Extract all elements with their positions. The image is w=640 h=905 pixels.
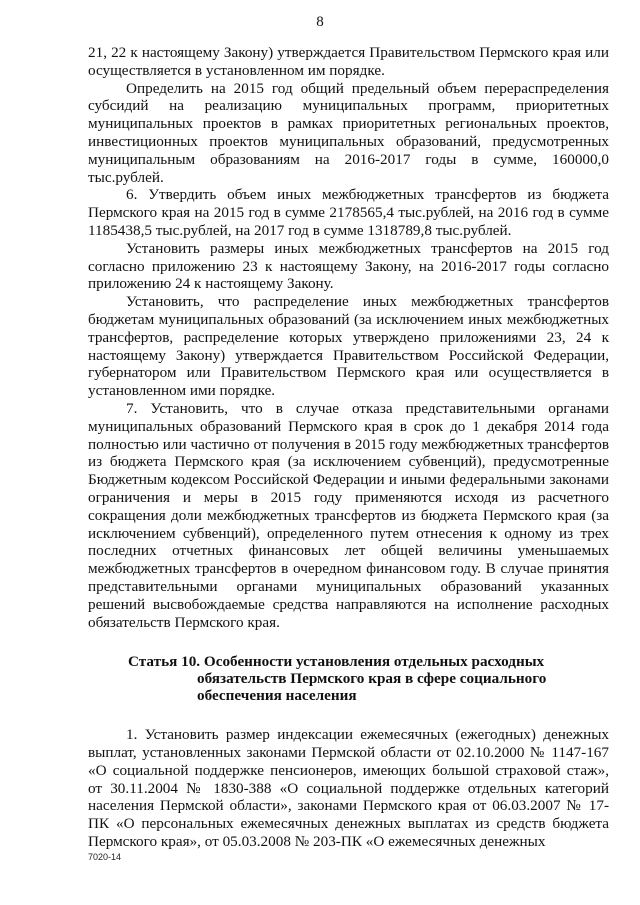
body-text: [88, 44, 609, 851]
article-title-line-1: Статья 10. Особенности установления отдельных расходных: [128, 653, 545, 671]
paragraph-continuation: 21, 22 к настоящему Закону) утверждается Правительством Пермского края или осуществляется в установленном им порядке.: [88, 44, 609, 79]
article-title-line-2: обязательств Пермского края в сфере социального: [197, 670, 547, 688]
paragraph-article-10-item-1: 1. Установить размер индексации ежемесячных (ежегодных) денежных выплат, установленных законами Пермской области от 02.10.2000 № 1147-167 «О социальной поддержке пенсионеров, имеющих большой страховой стаж», от 30.11.2004 № 1830-388 «О социальной поддержке отдельных категорий населения Пермской области», законами Пермского края от 06.03.2007 № 17-ПК «О персональных ежемесячных денежных выплатах из средств бюджета Пермского края», от 05.03.2008 № 203-ПК «О ежемесячных денежных: [88, 726, 609, 851]
paragraph-transfer-distribution: Установить, что распределение иных межбюджетных трансфертов бюджетам муниципальных образований (за исключением иных межбюджетных трансфертов, распределение которых утверждено приложениями 23, 24 к настоящему Закону) утверждается Правительством Российской Федерации, губернатором или Правительством Пермского края или осуществляется в установленном ими порядке.: [88, 293, 609, 400]
paragraph-item-7: 7. Установить, что в случае отказа представительными органами муниципальных образований Пермского края в срок до 1 декабря 2014 года полностью или частично от получения в 2015 году межбюджетных трансфертов из бюджета Пермского края (за исключением субвенций), предусмотренные Бюджетным кодексом Российской Федерации и иными федеральными законами ограничения и меры в 2015 году применяются исходя из расчетного сокращения доли межбюджетных трансфертов из бюджета Пермского края (за исключением субвенций), определенного путем отнесения к одному из трех последних отчетных финансовых лет общей величины уменьшаемых межбюджетных трансфертов в очередном финансовом году. В случае принятия представительными органами муниципальных образований указанных решений высвобождаемые средства направляются на исполнение расходных обязательств Пермского края.: [88, 399, 609, 631]
paragraph-item-6: 6. Утвердить объем иных межбюджетных трансфертов из бюджета Пермского края на 2015 год в сумме 2178565,4 тыс.рублей, на 2016 год в сумме 1185438,5 тыс.рублей, на 2017 год в сумме 1318789,8 тыс.рублей.: [88, 186, 609, 239]
article-heading: [88, 653, 609, 704]
paragraph-subsidy-redistribution: Определить на 2015 год общий предельный объем перераспределения субсидий на реализацию муниципальных программ, приоритетных муниципальных проектов в рамках приоритетных региональных проектов, инвестиционных проектов муниципальных образований, предусмотренных муниципальным образованиям на 2016-2017 годы в сумме, 160000,0 тыс.рублей.: [88, 79, 609, 186]
document-code: 7020-14: [88, 852, 122, 862]
article-title-line-3: обеспечения населения: [197, 687, 357, 705]
page-number: 8: [316, 14, 324, 30]
paragraph-transfer-sizes: Установить размеры иных межбюджетных трансфертов на 2015 год согласно приложению 23 к настоящему Закону, на 2016-2017 годы согласно приложению 24 к настоящему Закону.: [88, 239, 609, 293]
